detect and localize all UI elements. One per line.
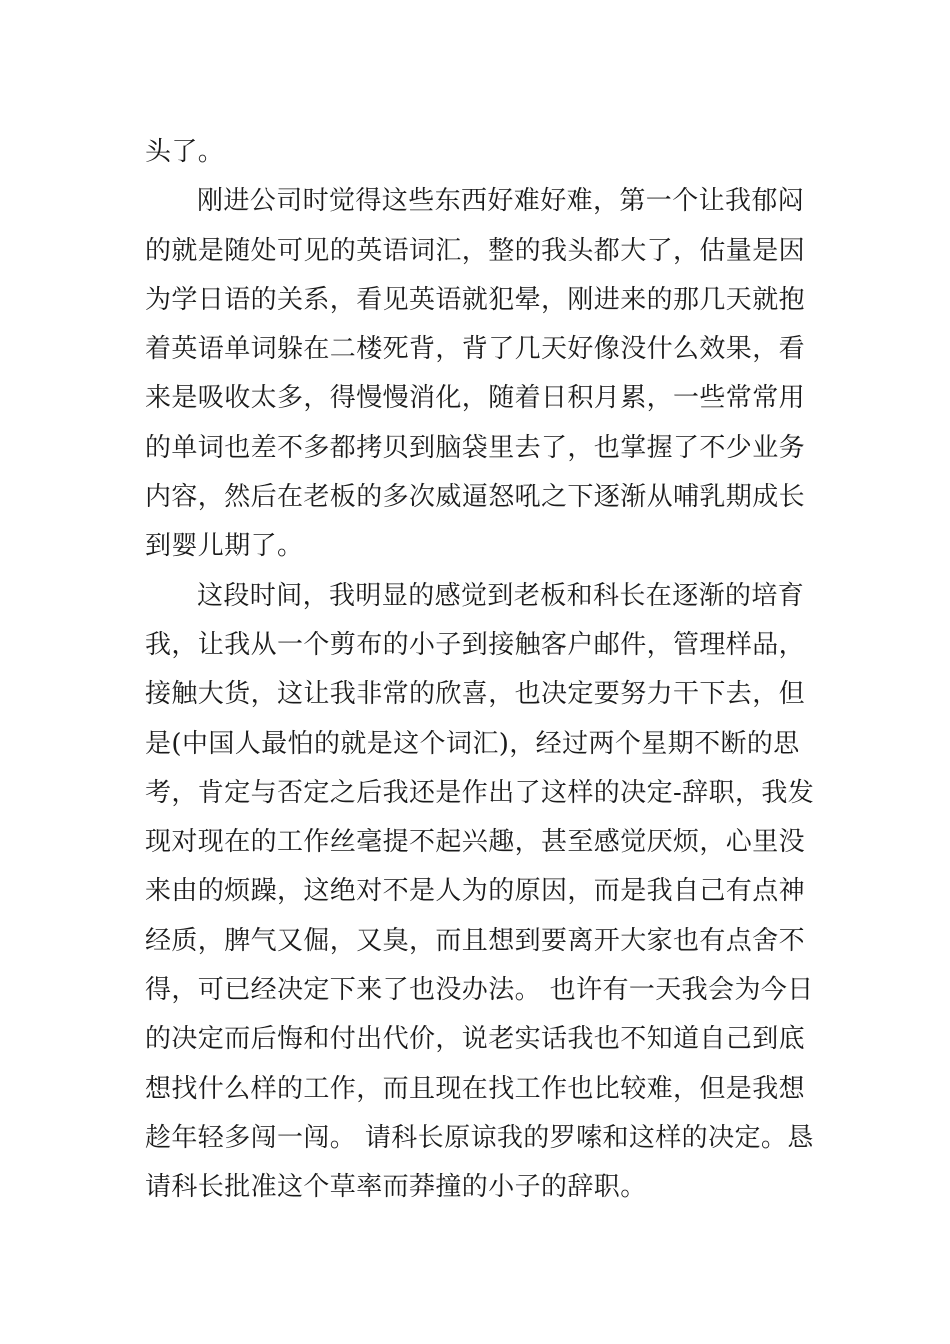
text-line: 我，让我从一个剪布的小子到接触客户邮件，管理样品， <box>145 629 806 660</box>
text-line: 是(中国人最怕的就是这个词汇)，经过两个星期不断的思 <box>145 728 800 759</box>
text-line: 来由的烦躁，这绝对不是人为的原因，而是我自己有点神 <box>145 876 806 907</box>
text-line: 趁年轻多闯一闯。 请科长原谅我的罗嗦和这样的决定。恳 <box>145 1122 814 1153</box>
text-line: 来是吸收太多，得慢慢消化，随着日积月累，一些常常用 <box>145 383 806 414</box>
text-line: 到婴儿期了。 <box>145 531 304 562</box>
document-body <box>145 128 815 1213</box>
text-line: 的单词也差不多都拷贝到脑袋里去了，也掌握了不少业务 <box>145 432 806 463</box>
text-line: 经质，脾气又倔，又臭，而且想到要离开大家也有点舍不 <box>145 925 806 956</box>
text-line: 的就是随处可见的英语词汇，整的我头都大了，估量是因 <box>145 235 806 266</box>
text-line: 的决定而后悔和付出代价，说老实话我也不知道自己到底 <box>145 1024 806 1055</box>
text-line: 考，肯定与否定之后我还是作出了这样的决定-辞职，我发 <box>145 777 815 808</box>
paragraph-first-line: 刚进公司时觉得这些东西好难好难，第一个让我郁闷 <box>197 186 805 217</box>
text-line: 想找什么样的工作，而且现在找工作也比较难，但是我想 <box>145 1073 806 1104</box>
text-line: 接触大货，这让我非常的欣喜，也决定要努力干下去，但 <box>145 679 806 710</box>
text-line: 内容，然后在老板的多次威逼怒吼之下逐渐从哺乳期成长 <box>145 482 806 513</box>
text-line: 请科长批准这个草率而莽撞的小子的辞职。 <box>145 1172 647 1203</box>
paragraph-first-line: 这段时间，我明显的感觉到老板和科长在逐渐的培育 <box>197 580 805 611</box>
text-line: 现对现在的工作丝毫提不起兴趣，甚至感觉厌烦，心里没 <box>145 827 806 858</box>
text-line: 头了。 <box>145 137 225 167</box>
text-line: 着英语单词躲在二楼死背，背了几天好像没什么效果，看 <box>145 334 806 365</box>
text-line: 为学日语的关系，看见英语就犯晕，刚进来的那几天就抱 <box>145 284 806 315</box>
text-line: 得，可已经决定下来了也没办法。 也许有一天我会为今日 <box>145 975 814 1006</box>
